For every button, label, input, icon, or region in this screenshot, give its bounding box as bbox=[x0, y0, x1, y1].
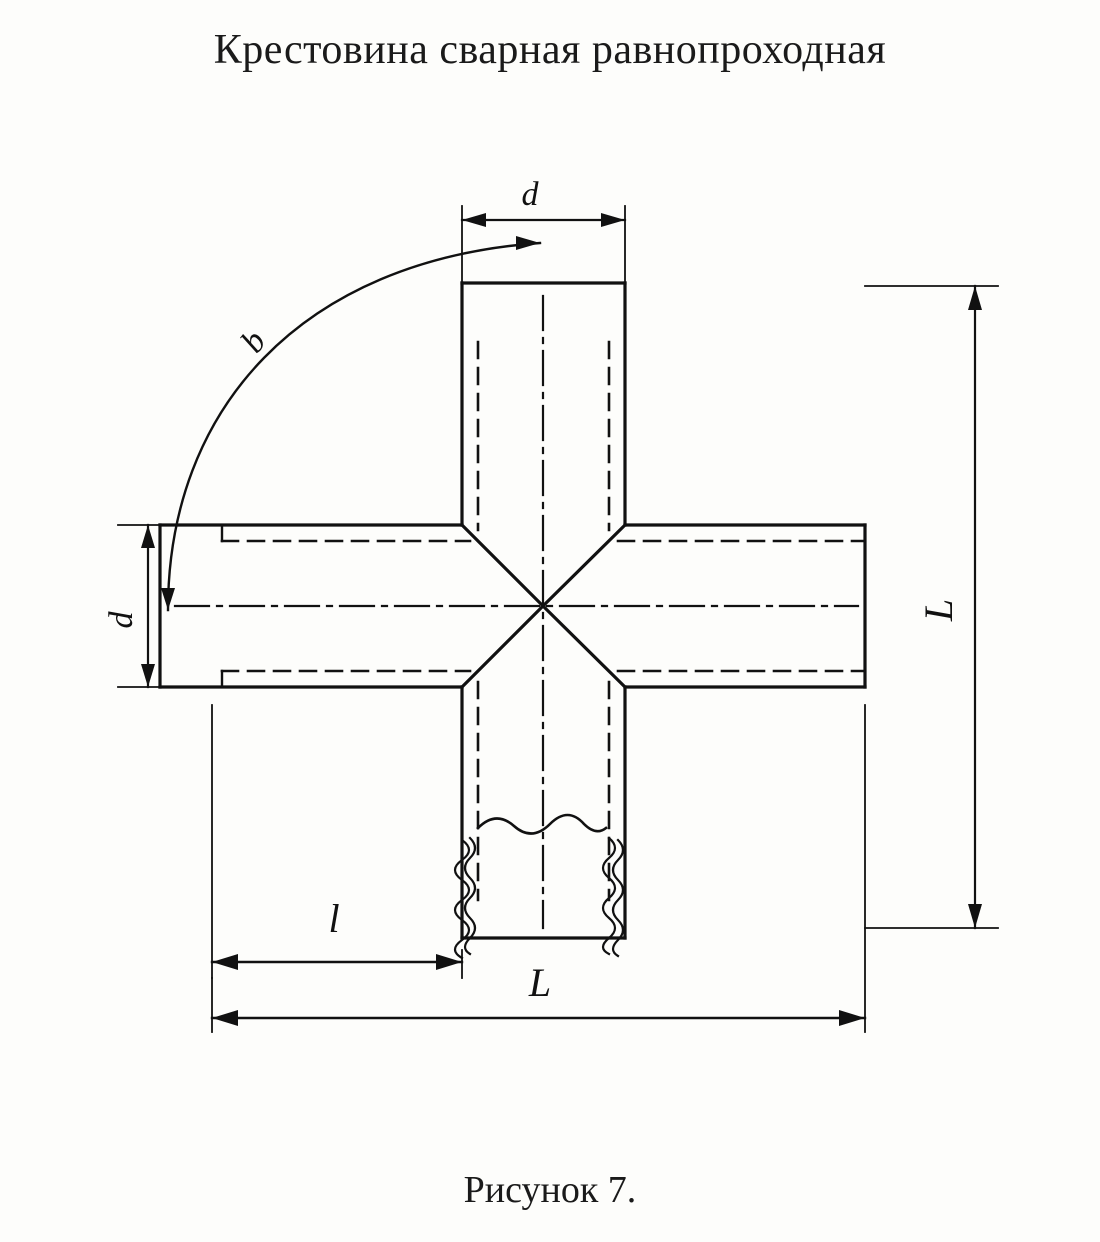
arrow-arc-start bbox=[161, 588, 175, 610]
label-bottom-short-length: l bbox=[328, 896, 340, 941]
label-left-diameter: d bbox=[103, 611, 140, 629]
label-top-diameter: d bbox=[521, 176, 539, 213]
label-right-length: L bbox=[916, 598, 961, 622]
leader-arc-b bbox=[168, 243, 540, 610]
arrow-l-left bbox=[212, 954, 238, 970]
figure-caption: Рисунок 7. bbox=[463, 1169, 637, 1211]
arrow-top-left bbox=[462, 213, 486, 227]
page-title: Крестовина сварная равнопроходная bbox=[213, 27, 887, 73]
arrow-L-left bbox=[212, 1010, 238, 1026]
arrow-left-down bbox=[141, 664, 155, 687]
arrow-right-up bbox=[968, 286, 982, 310]
arrow-left-up bbox=[141, 525, 155, 548]
label-arc-dimension: b bbox=[233, 323, 274, 360]
arrow-arc-end bbox=[516, 236, 540, 250]
cross-fitting-svg bbox=[0, 110, 1100, 1150]
arrow-L-right bbox=[839, 1010, 865, 1026]
arrow-right-down bbox=[968, 904, 982, 928]
label-bottom-total-length: L bbox=[528, 960, 552, 1005]
section-hatching-left bbox=[455, 838, 475, 958]
figure-container bbox=[0, 110, 1100, 1150]
arrow-top-right bbox=[601, 213, 625, 227]
